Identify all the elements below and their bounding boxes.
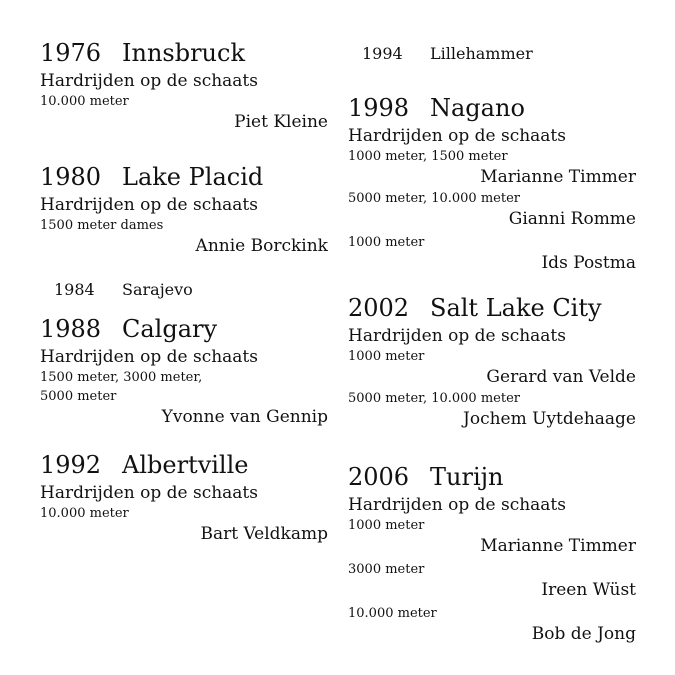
entry-year: 1988 — [40, 315, 102, 343]
entry-distance: 1000 meter — [348, 518, 425, 533]
entry-sport: Hardrijden op de schaats — [348, 495, 566, 515]
entry-athlete: Ireen Wüst — [541, 580, 636, 600]
entry-year: 2006 — [348, 463, 410, 491]
entry-athlete: Gerard van Velde — [486, 367, 636, 387]
entry-albertville — [40, 450, 328, 546]
entry-distance: 1500 meter, 3000 meter, — [40, 370, 203, 385]
entry-athlete: Bart Veldkamp — [200, 524, 328, 544]
entry-athlete: Ids Postma — [541, 253, 636, 273]
entry-sarajevo — [40, 279, 328, 303]
entry-athlete: Marianne Timmer — [480, 536, 636, 556]
entry-header — [348, 93, 636, 125]
entry-sport: Hardrijden op de schaats — [348, 326, 566, 346]
entry-year: 1976 — [40, 39, 102, 67]
entry-city: Salt Lake City — [430, 294, 602, 322]
entry-athlete: Yvonne van Gennip — [161, 407, 328, 427]
entry-lake-placid — [40, 162, 328, 258]
entry-turijn — [348, 462, 636, 646]
entry-lillehammer — [348, 43, 636, 67]
entry-athlete: Gianni Romme — [508, 209, 636, 229]
entry-athlete: Bob de Jong — [531, 624, 636, 644]
entry-year: 1994 — [362, 44, 403, 63]
entry-calgary — [40, 314, 328, 429]
entry-header — [40, 162, 328, 194]
entry-innsbruck — [40, 38, 328, 134]
entry-salt-lake-city — [348, 293, 636, 431]
entry-distance: 1000 meter, 1500 meter — [348, 149, 508, 164]
entry-header — [40, 279, 328, 303]
entry-city: Lillehammer — [430, 44, 533, 63]
entry-distance: 1000 meter — [348, 235, 425, 250]
entry-athlete: Marianne Timmer — [480, 167, 636, 187]
entry-athlete: Jochem Uytdehaage — [463, 409, 636, 429]
entry-sport: Hardrijden op de schaats — [40, 483, 258, 503]
entry-year: 1980 — [40, 163, 102, 191]
entry-city: Nagano — [430, 94, 525, 122]
entry-header — [40, 314, 328, 346]
entry-distance: 3000 meter — [348, 562, 425, 577]
entry-city: Albertville — [122, 451, 249, 479]
entry-nagano — [348, 93, 636, 275]
entry-year: 1984 — [54, 280, 95, 299]
entry-city: Lake Placid — [122, 163, 264, 191]
entry-sport: Hardrijden op de schaats — [40, 347, 258, 367]
entry-year: 2002 — [348, 294, 410, 322]
entry-header — [40, 38, 328, 70]
entry-header — [348, 293, 636, 325]
entry-athlete: Piet Kleine — [234, 112, 328, 132]
entry-header — [40, 450, 328, 482]
entry-header — [348, 43, 636, 67]
entry-distance: 1000 meter — [348, 349, 425, 364]
entry-sport: Hardrijden op de schaats — [40, 71, 258, 91]
entry-city: Sarajevo — [122, 280, 193, 299]
entry-distance: 10.000 meter — [348, 606, 437, 621]
entry-distance: 5000 meter, 10.000 meter — [348, 191, 520, 206]
entry-sport: Hardrijden op de schaats — [348, 126, 566, 146]
entry-distance: 5000 meter — [40, 389, 117, 404]
entry-distance: 1500 meter dames — [40, 218, 164, 233]
entry-year: 1998 — [348, 94, 410, 122]
entry-sport: Hardrijden op de schaats — [40, 195, 258, 215]
entry-city: Innsbruck — [122, 39, 245, 67]
entry-distance: 5000 meter, 10.000 meter — [348, 391, 520, 406]
entry-year: 1992 — [40, 451, 102, 479]
entry-city: Calgary — [122, 315, 218, 343]
entry-city: Turijn — [430, 463, 504, 491]
entry-header — [348, 462, 636, 494]
entry-distance: 10.000 meter — [40, 94, 129, 109]
entry-distance: 10.000 meter — [40, 506, 129, 521]
entry-athlete: Annie Borckink — [195, 236, 328, 256]
